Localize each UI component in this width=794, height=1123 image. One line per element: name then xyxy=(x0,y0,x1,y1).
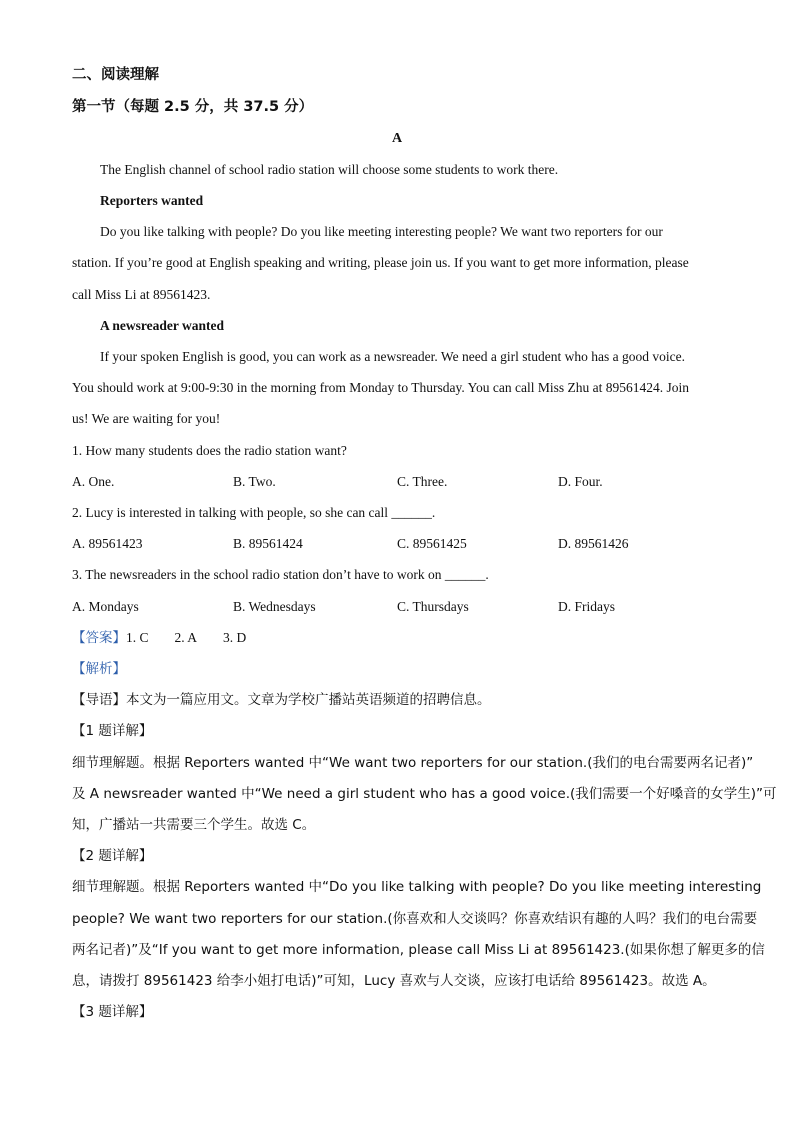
question-3-stem: 3. The newsreaders in the school radio station don’t have to work on ______. xyxy=(72,567,489,582)
q2-detail-line-2: people? We want two reporters for our station.(你喜欢和人交谈吗？你喜欢结识有趣的人吗？我们的电台需要 xyxy=(72,911,758,927)
answer-3: 3. D xyxy=(223,630,247,645)
ad2-line-1: If your spoken English is good, you can work as a newsreader. We need a girl student who has a good voice. xyxy=(100,349,686,364)
ad1-line-1: Do you like talking with people? Do you like meeting interesting people? We want two reporters for our xyxy=(100,224,663,239)
option-a: A. One. xyxy=(72,474,115,489)
ad2-line-2: You should work at 9:00-9:30 in the morning from Monday to Thursday. You can call Miss Zhu at 89561424. Join xyxy=(72,380,689,395)
q1-detail-line-2: 及 A newsreader wanted 中“We need a girl student who has a good voice.(我们需要一个好嗓音的女学生)”可 xyxy=(72,786,777,802)
ad2-title: A newsreader wanted xyxy=(100,318,224,333)
answer-1: 1. C xyxy=(126,630,149,645)
q1-detail-label: 【1 题详解】 xyxy=(72,723,153,739)
question-3-options xyxy=(72,598,732,616)
passage-intro: The English channel of school radio station will choose some students to work there. xyxy=(100,162,559,177)
answer-2: 2. A xyxy=(174,630,198,645)
section-heading: 二、阅读理解 xyxy=(72,67,159,83)
ad2-line-3: us! We are waiting for you! xyxy=(72,411,221,426)
option-d: D. Fridays xyxy=(558,599,615,614)
q3-detail-label: 【3 题详解】 xyxy=(72,1004,153,1020)
question-1-options xyxy=(72,473,732,491)
passage-label: A xyxy=(391,131,403,146)
option-b: B. Wednesdays xyxy=(233,599,316,614)
question-2-stem: 2. Lucy is interested in talking with people, so she can call ______. xyxy=(72,505,436,520)
q2-detail-line-4: 息，请拨打 89561423 给李小姐打电话)”可知，Lucy 喜欢与人交谈，应该打电话给 89561423。故选 A。 xyxy=(72,973,716,989)
option-b: B. 89561424 xyxy=(233,536,303,551)
ad1-line-3: call Miss Li at 89561423. xyxy=(72,287,211,302)
option-a: A. Mondays xyxy=(72,599,139,614)
q2-detail-line-3: 两名记者)”及“If you want to get more information, please call Miss Li at 89561423.(如果你想了解更多的信 xyxy=(72,942,765,958)
question-2-options xyxy=(72,535,732,553)
option-c: C. Three. xyxy=(397,474,448,489)
option-a: A. 89561423 xyxy=(72,536,143,551)
option-d: D. Four. xyxy=(558,474,603,489)
ad1-title: Reporters wanted xyxy=(100,193,204,208)
answer-line xyxy=(72,629,246,647)
section-subheading: 第一节（每题 2.5 分，共 37.5 分） xyxy=(72,99,314,115)
q2-detail-label: 【2 题详解】 xyxy=(72,848,153,864)
analysis-label: 【解析】 xyxy=(72,661,126,677)
option-d: D. 89561426 xyxy=(558,536,629,551)
q2-detail-line-1: 细节理解题。根据 Reporters wanted 中“Do you like talking with people? Do you like meeting interesting xyxy=(72,879,762,895)
answer-label: 【答案】 xyxy=(72,630,126,646)
option-b: B. Two. xyxy=(233,474,276,489)
option-c: C. Thursdays xyxy=(397,599,469,614)
option-c: C. 89561425 xyxy=(397,536,467,551)
ad1-line-2: station. If you’re good at English speaking and writing, please join us. If you want to get more information, please xyxy=(72,255,689,270)
question-1-stem: 1. How many students does the radio station want? xyxy=(72,443,347,458)
q1-detail-line-1: 细节理解题。根据 Reporters wanted 中“We want two reporters for our station.(我们的电台需要两名记者)” xyxy=(72,755,754,771)
q1-detail-line-3: 知，广播站一共需要三个学生。故选 C。 xyxy=(72,817,316,833)
analysis-guide: 【导语】本文为一篇应用文。文章为学校广播站英语频道的招聘信息。 xyxy=(72,692,491,708)
